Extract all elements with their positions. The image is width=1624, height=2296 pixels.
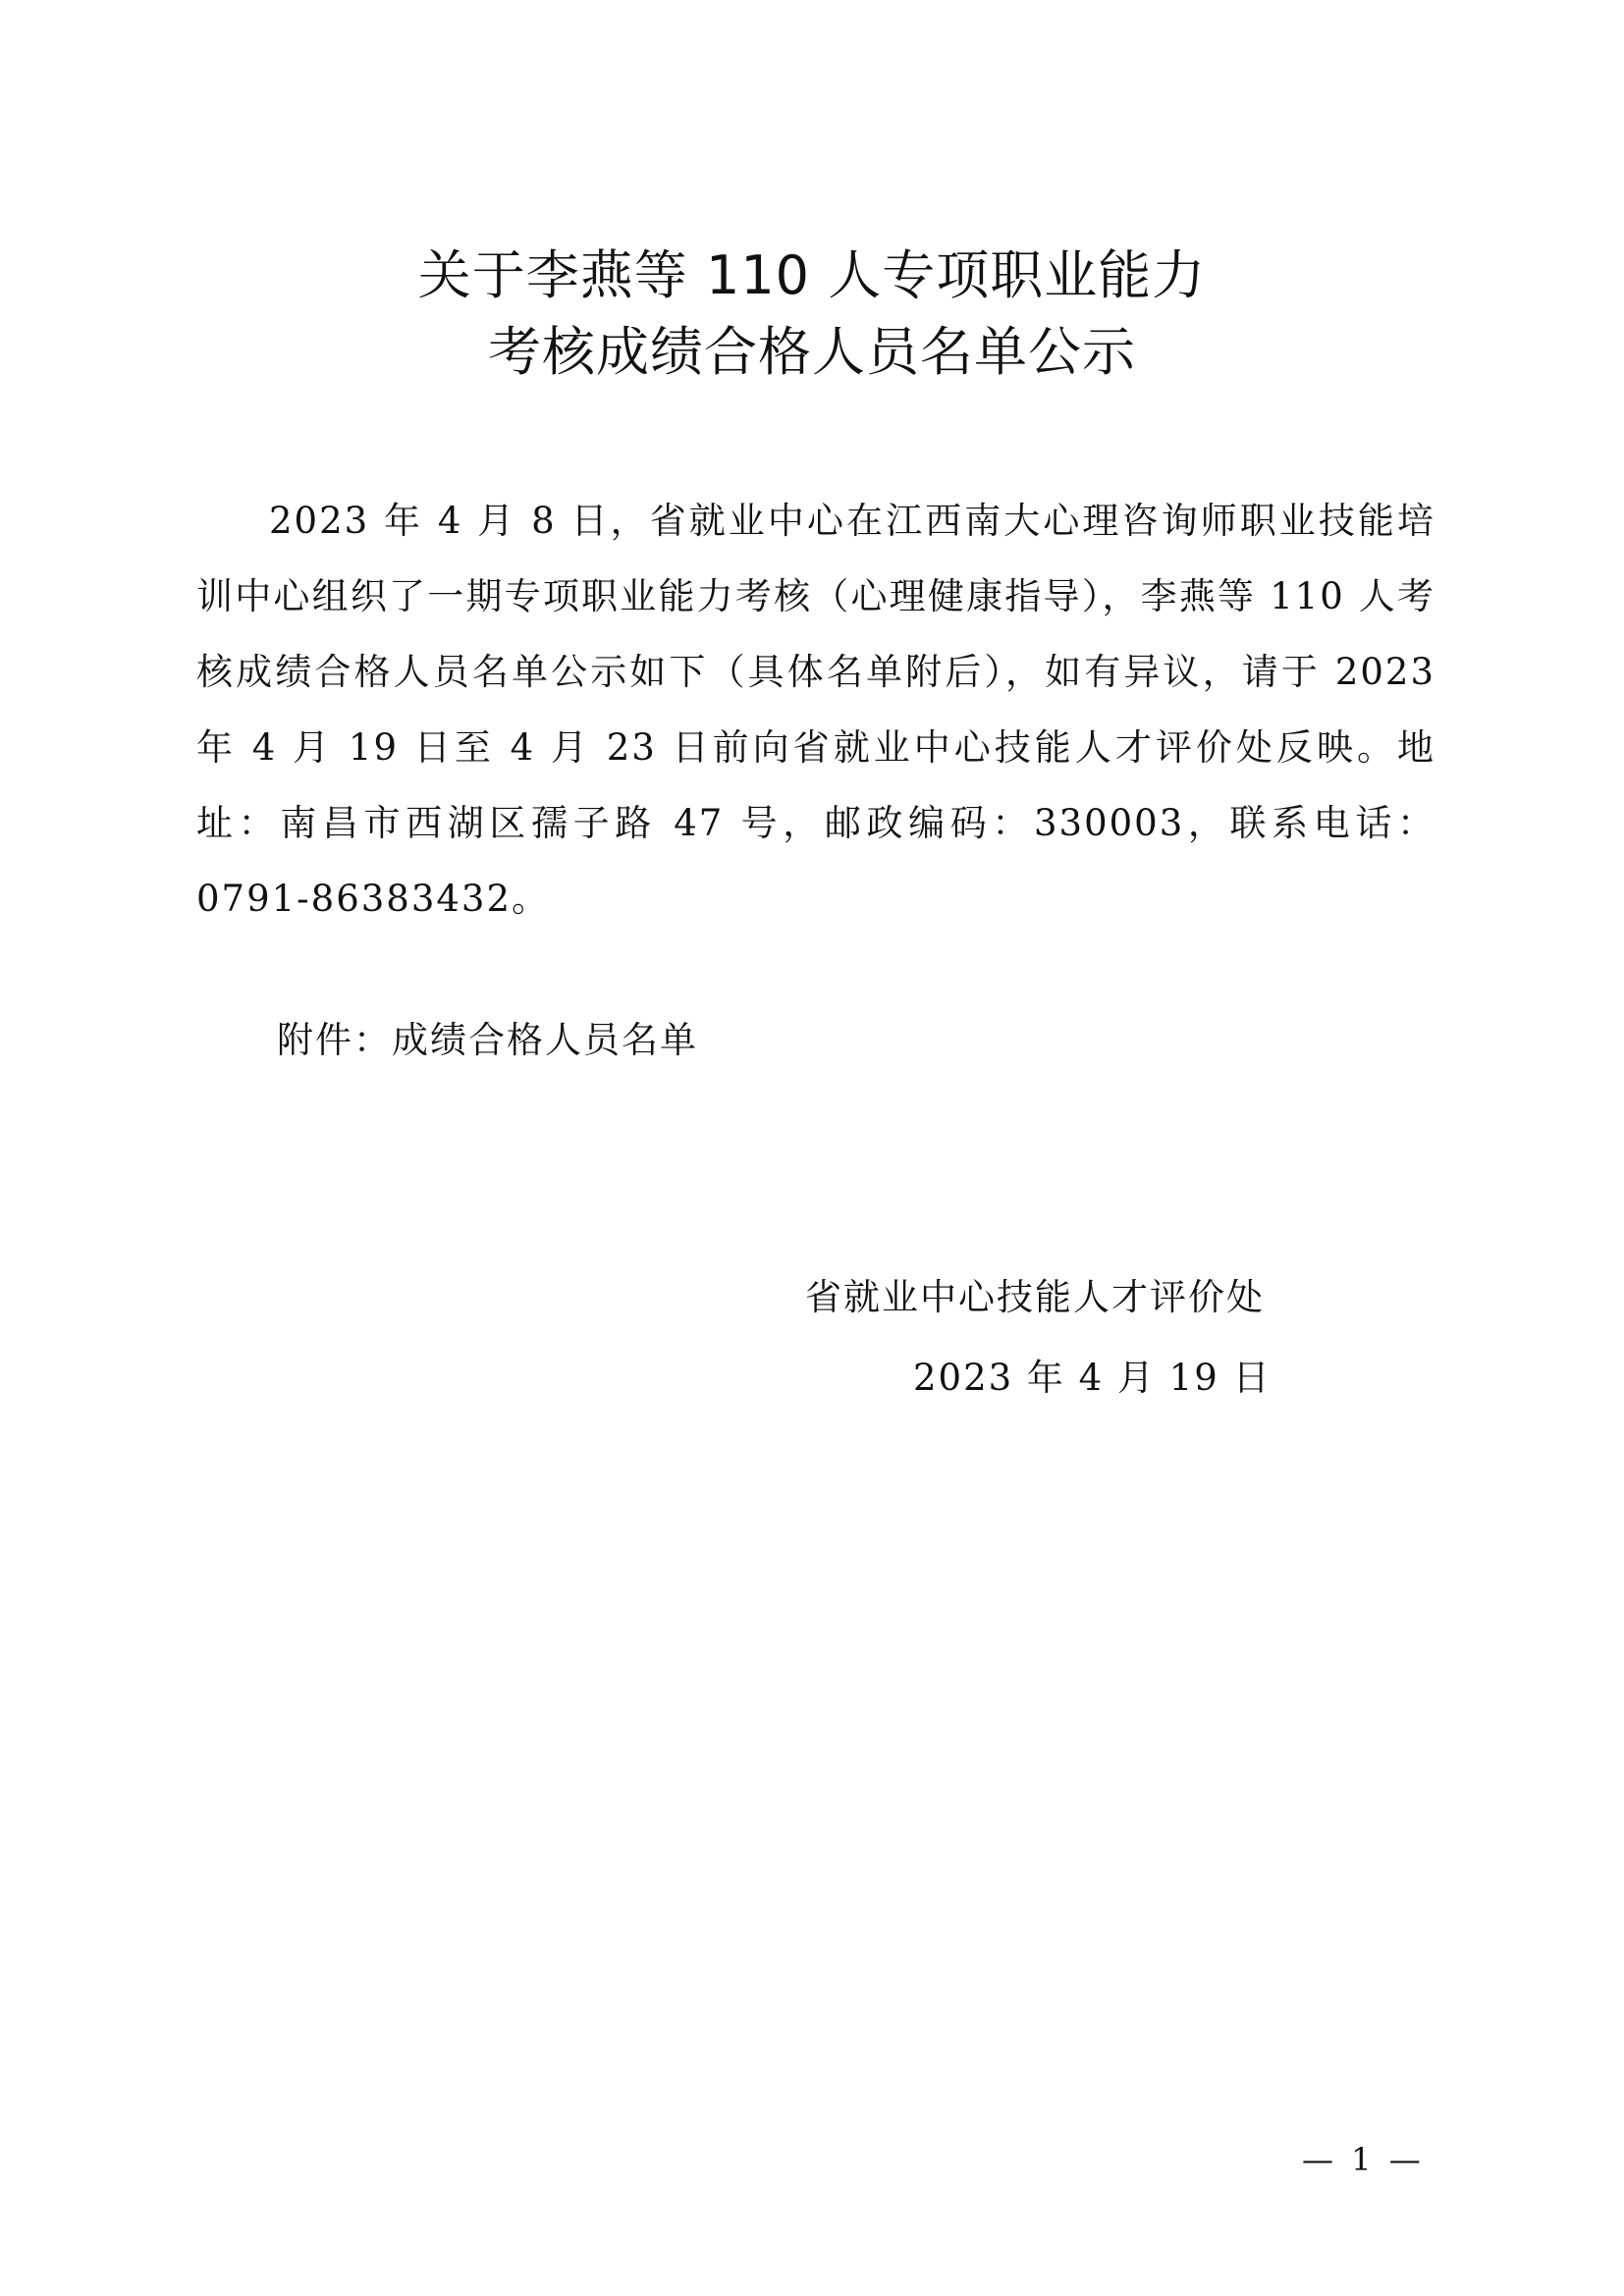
notice-body-paragraph: 2023 年 4 月 8 日，省就业中心在江西南大心理咨询师职业技能培训中心组织了一期专项职业能力考核（心理健康指导），李燕等 110 人考核成绩合格人员名单公示如下（具体名单附后），如有异议，请于 2023 年 4 月 19 日至 4 月 23 日前向省就业中心技能人才评价处反映。地址：南昌市西湖区孺子路 47 号，邮政编码：330003，联系电话：0791-86383432。 (196, 500, 1435, 920)
attachment-note: 附件：成绩合格人员名单 (277, 1019, 698, 1061)
document-title-line-2: 考核成绩合格人员名单公示 (488, 321, 1136, 383)
document-title-line-1: 关于李燕等 110 人专项职业能力 (417, 244, 1207, 306)
page-number: — 1 — (1302, 2141, 1425, 2178)
issue-date: 2023 年 4 月 19 日 (913, 1357, 1272, 1399)
issuing-department: 省就业中心技能人才评价处 (805, 1276, 1265, 1318)
